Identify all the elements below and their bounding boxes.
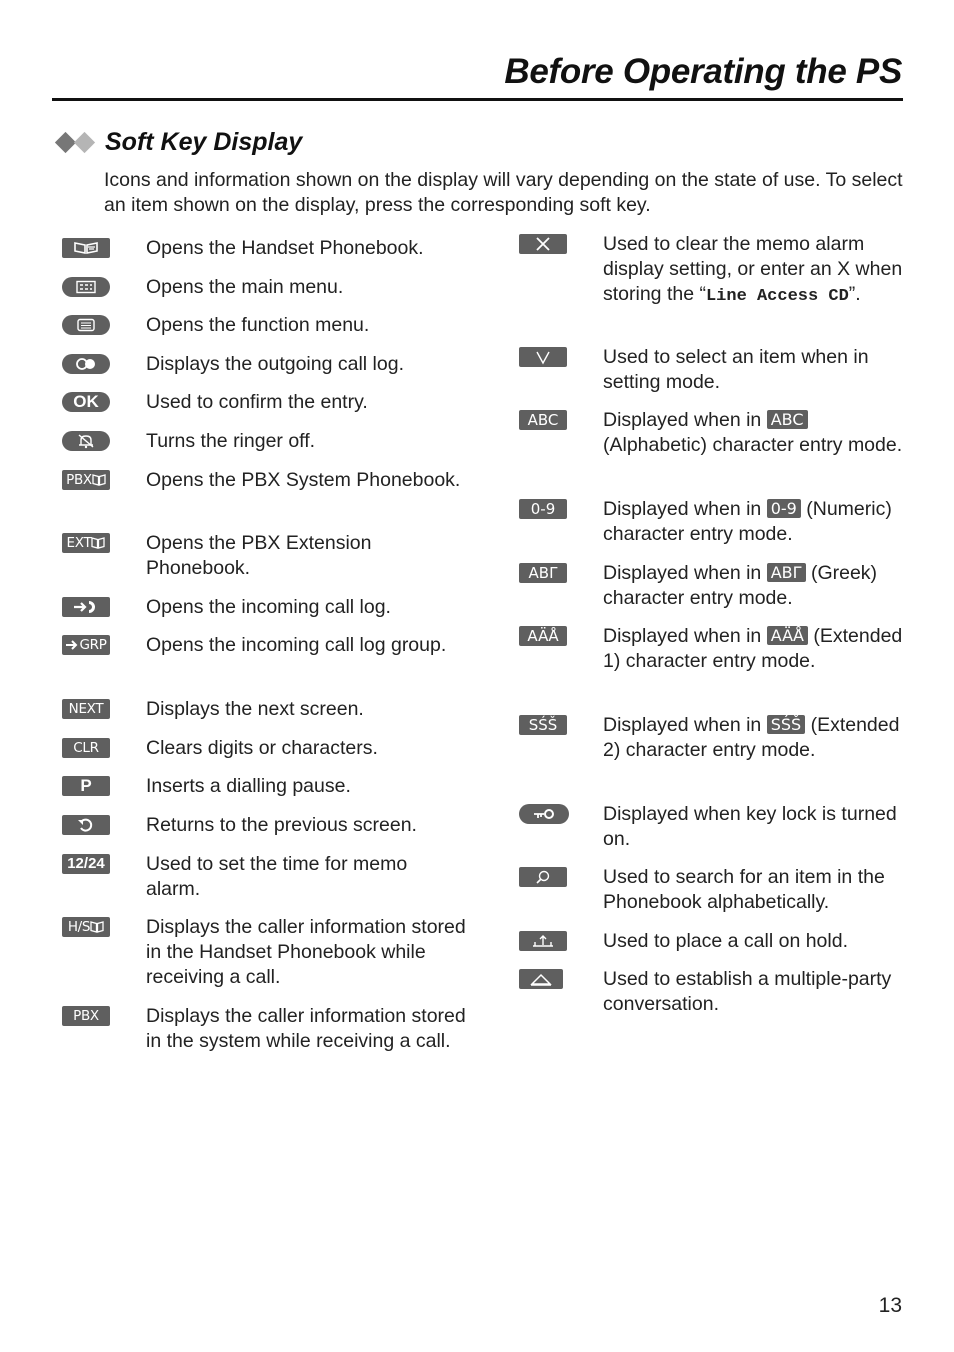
item-description: Inserts a dialling pause. [146, 775, 351, 797]
item-description: Displayed when in ABC (Alphabetic) character entry mode. [603, 409, 903, 456]
item-description: Used to clear the memo alarm display setting, or enter an X when storing the “Line Access CD”. [603, 233, 903, 306]
list-item [62, 313, 370, 336]
incoming-call-log-group-icon: GRP [62, 635, 110, 655]
page-title: Before Operating the PS [504, 52, 902, 91]
time-format-icon: 12/24 [62, 854, 110, 874]
item-description: Opens the PBX System Phonebook. [146, 469, 461, 491]
item-description: Used to set the time for memo alarm. [146, 853, 408, 900]
item-description: Turns the ringer off. [146, 430, 316, 452]
item-description: Used to confirm the entry. [146, 391, 368, 413]
list-item [62, 429, 316, 452]
item-description: Opens the PBX Extension Phonebook. [146, 532, 372, 579]
item-description: Displayed when in SŚŠ (Extended 2) character entry mode. [603, 714, 900, 761]
list-item [62, 236, 424, 259]
item-description: Opens the Handset Phonebook. [146, 237, 424, 259]
list-item [62, 697, 364, 720]
item-description: Used to select an item when in setting mode. [603, 346, 869, 393]
list-item [62, 633, 447, 656]
key-lock-icon [519, 804, 569, 824]
conference-icon [519, 969, 563, 989]
item-description: Displayed when in AÄÅ (Extended 1) character entry mode. [603, 625, 903, 672]
numeric-icon: 0-9 [519, 499, 567, 519]
pbx-phonebook-icon: PBX [62, 470, 110, 490]
next-icon: NEXT [62, 699, 110, 719]
hold-icon [519, 931, 567, 951]
incoming-call-log-icon [62, 597, 110, 617]
greek-icon: ΑΒΓ [519, 563, 567, 583]
intro-paragraph: Icons and information shown on the display will vary depending on the state of use. To select an item shown on the display, press the corresponding soft key. [104, 169, 903, 216]
title-rule [52, 98, 903, 101]
list-item [519, 967, 892, 1015]
list-item [62, 595, 391, 618]
numeric-badge: 0-9 [767, 499, 801, 518]
section-heading [55, 128, 302, 157]
ok-icon: OK [62, 392, 110, 412]
x-icon [519, 234, 567, 254]
list-item [62, 736, 378, 759]
diamond-bullet-icon [55, 130, 99, 156]
section-title: Soft Key Display [105, 128, 303, 156]
hs-phonebook-icon: H/S [62, 917, 110, 937]
outgoing-call-log-icon [62, 354, 110, 374]
main-menu-icon [62, 277, 110, 297]
extended1-badge: AÄÅ [767, 626, 808, 645]
list-item [519, 929, 848, 952]
list-item [62, 275, 344, 298]
handset-phonebook-icon [62, 238, 110, 258]
list-item [62, 852, 408, 900]
list-item [62, 468, 461, 491]
list-item [62, 813, 417, 836]
item-description: Displays the outgoing call log. [146, 353, 404, 375]
list-item [519, 345, 869, 393]
list-item [62, 531, 372, 579]
item-description: Opens the incoming call log. [146, 596, 391, 618]
ringer-off-icon [62, 431, 110, 451]
item-description: Displays the next screen. [146, 698, 364, 720]
back-icon [62, 815, 110, 835]
item-description: Used to place a call on hold. [603, 930, 848, 952]
clear-icon: CLR [62, 738, 110, 758]
list-item [519, 408, 903, 456]
list-item [62, 774, 351, 797]
item-description: Displayed when in 0-9 (Numeric) character entry mode. [603, 498, 892, 545]
list-item [62, 352, 404, 375]
item-description: Clears digits or characters. [146, 737, 378, 759]
page-number: 13 [878, 1294, 902, 1317]
list-item [519, 232, 903, 306]
search-icon [519, 867, 567, 887]
list-item [519, 561, 878, 609]
list-item [62, 1004, 466, 1052]
item-description: Displayed when key lock is turned on. [603, 803, 897, 850]
list-item [519, 624, 903, 672]
item-description: Used to search for an item in the Phonebook alphabetically. [603, 866, 885, 913]
item-description: Displayed when in ΑΒΓ (Greek) character entry mode. [603, 562, 878, 609]
list-item [62, 915, 466, 988]
item-description: Opens the main menu. [146, 276, 344, 298]
list-item [519, 865, 885, 913]
greek-badge: ΑΒΓ [767, 563, 806, 582]
list-item [519, 713, 900, 761]
list-item [519, 497, 892, 545]
extended2-badge: SŚŠ [767, 715, 805, 734]
pause-icon: P [62, 776, 110, 796]
function-menu-icon [62, 315, 110, 335]
item-description: Opens the function menu. [146, 314, 370, 336]
item-description: Displays the caller information stored in the system while receiving a call. [146, 1005, 466, 1052]
pbx-icon: PBX [62, 1006, 110, 1026]
check-icon [519, 347, 567, 367]
ext-phonebook-icon: EXT [62, 533, 110, 553]
extended2-icon: SŚŠ [519, 715, 567, 735]
abc-icon: ABC [519, 410, 567, 430]
item-description: Opens the incoming call log group. [146, 634, 447, 656]
item-description: Returns to the previous screen. [146, 814, 417, 836]
list-item [62, 390, 368, 413]
item-description: Used to establish a multiple-party conversation. [603, 968, 892, 1015]
extended1-icon: AÄÅ [519, 626, 567, 646]
list-item [519, 802, 897, 850]
abc-badge: ABC [767, 410, 808, 429]
item-description: Displays the caller information stored in the Handset Phonebook while receiving a call. [146, 916, 466, 988]
